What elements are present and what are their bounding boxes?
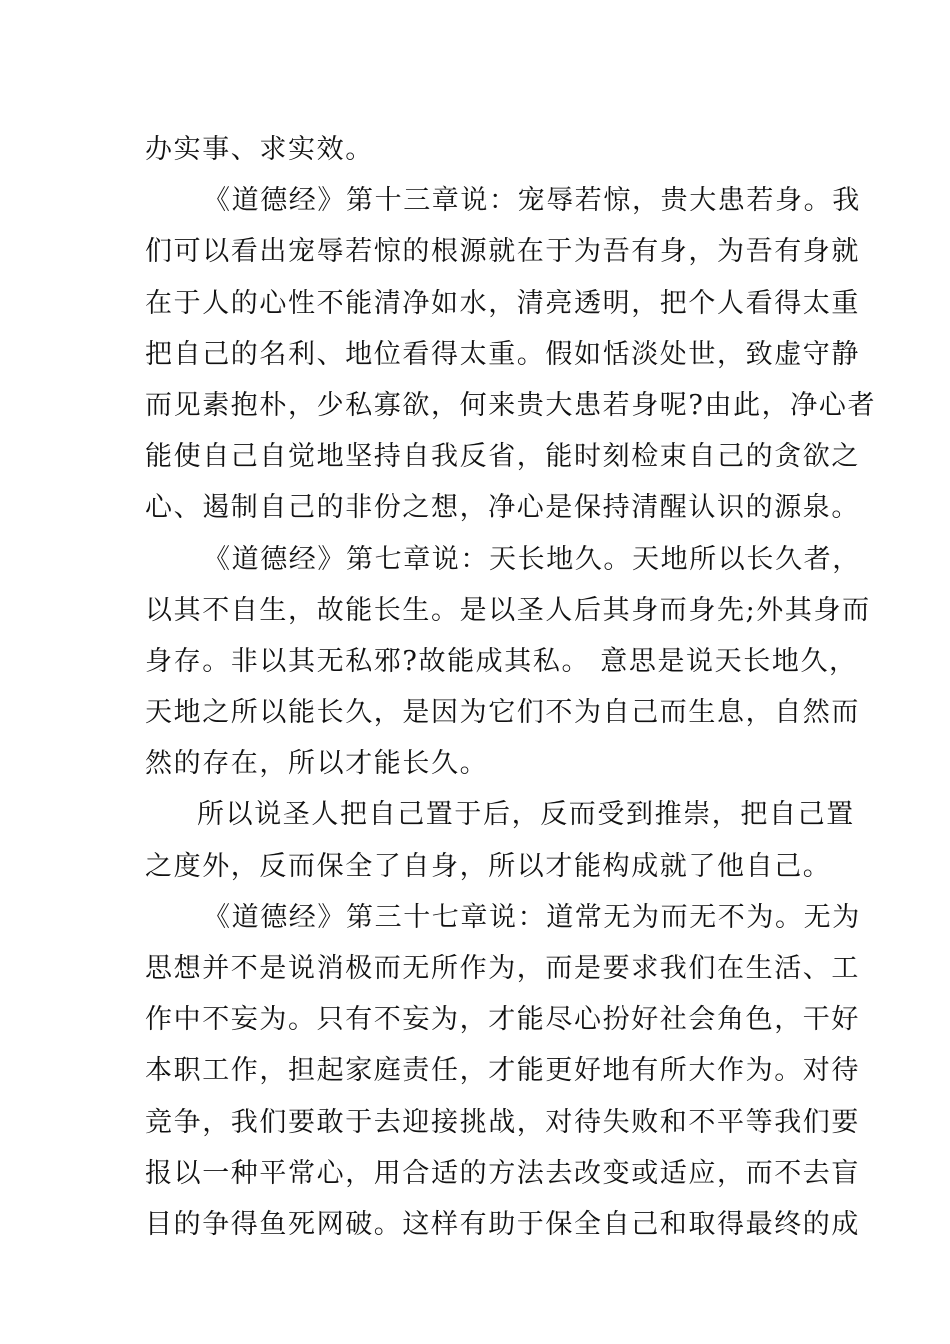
- text-line: 所以说圣人把自己置于后，反而受到推崇，把自己置: [197, 799, 855, 831]
- text-line: 们可以看出宠辱若惊的根源就在于为吾有身，为吾有身就: [145, 236, 860, 268]
- text-line: 办实事、求实效。: [145, 134, 374, 165]
- text-line: 本职工作，担起家庭责任，才能更好地有所大作为。对待: [145, 1055, 860, 1087]
- text-line: 《道德经》第十三章说：宠辱若惊，贵大患若身。我: [203, 185, 861, 217]
- text-line: 而见素抱朴，少私寡欲，何来贵大患若身呢?由此，净心者: [145, 389, 877, 421]
- text-line: 《道德经》第七章说：天长地久。天地所以长久者，: [203, 543, 861, 575]
- text-line: 思想并不是说消极而无所作为，而是要求我们在生活、工: [145, 953, 860, 984]
- text-line: 竞争，我们要敢于去迎接挑战，对待失败和不平等我们要: [145, 1106, 860, 1138]
- text-line: 以其不自生，故能长生。是以圣人后其身而身先;外其身而: [145, 594, 871, 626]
- text-line: 报以一种平常心，用合适的方法去改变或适应，而不去盲: [145, 1157, 860, 1189]
- text-line: 之度外，反而保全了自身，所以才能构成就了他自己。: [145, 850, 832, 882]
- text-line: 《道德经》第三十七章说：道常无为而无不为。无为: [203, 901, 861, 933]
- text-line: 能使自己自觉地坚持自我反省，能时刻检束自己的贪欲之: [145, 441, 860, 473]
- text-line: 作中不妄为。只有不妄为，才能尽心扮好社会角色，干好: [145, 1004, 860, 1036]
- text-line: 然的存在，所以才能长久。: [145, 748, 489, 780]
- text-line: 天地之所以能长久，是因为它们不为自己而生息，自然而: [145, 697, 860, 729]
- text-line: 身存。非以其无私邪?故能成其私。 意思是说天长地久，: [145, 645, 858, 677]
- body-text: [145, 124, 877, 1250]
- text-line: 把自己的名利、地位看得太重。假如恬淡处世，致虚守静: [145, 338, 860, 370]
- text-line: 目的争得鱼死网破。这样有助于保全自己和取得最终的成: [145, 1208, 860, 1240]
- text-line: 在于人的心性不能清净如水，清亮透明，把个人看得太重: [145, 287, 860, 319]
- text-line: 心、遏制自己的非份之想，净心是保持清醒认识的源泉。: [145, 492, 860, 524]
